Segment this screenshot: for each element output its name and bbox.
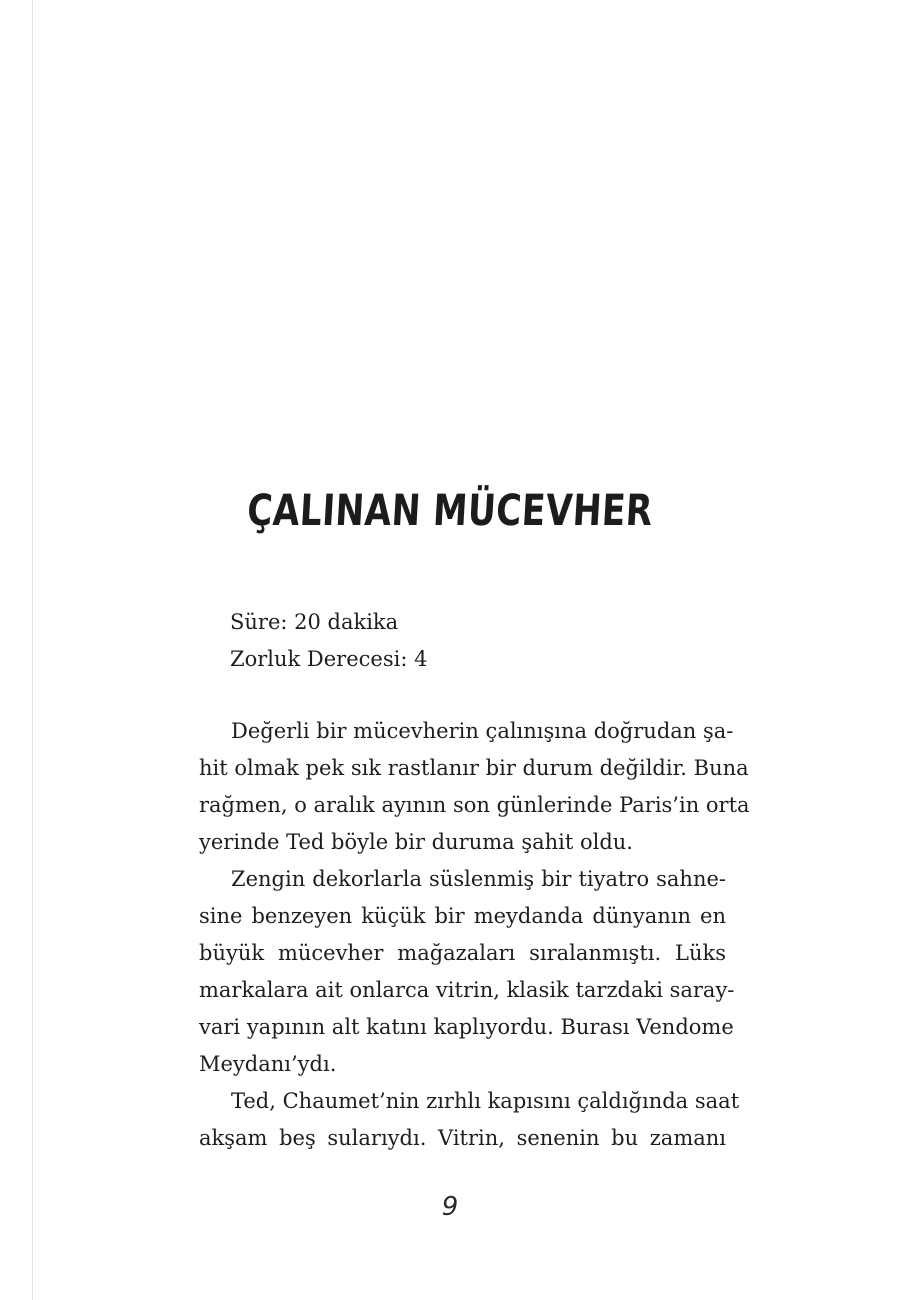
chapter-title: ÇALINAN MÜCEVHER [245, 486, 655, 536]
paragraph-3 [199, 1083, 740, 1157]
paragraph-line: Meydanı’ydı. [199, 1052, 337, 1076]
paragraph-line: Değerli bir mücevherin çalınışına doğrudan şa- [231, 719, 734, 743]
paragraph-line: Ted, Chaumet’nin zırhlı kapısını çaldığında saat [231, 1089, 740, 1113]
page-edge-line [32, 0, 33, 1300]
paragraph-line: markalara ait onlarca vitrin, klasik tarzdaki saray- [199, 978, 735, 1002]
paragraph-line: sine benzeyen küçük bir meydanda dünyanın en [199, 904, 726, 928]
paragraph-line: büyük mücevher mağazaları sıralanmıştı. Lüks [199, 941, 726, 965]
paragraph-1 [199, 713, 750, 861]
paragraph-line: vari yapının alt katını kaplıyordu. Burası Vendome [199, 1015, 734, 1039]
paragraph-line: hit olmak pek sık rastlanır bir durum değildir. Buna [199, 756, 749, 780]
chapter-meta [230, 604, 427, 678]
page-number: 9 [441, 1192, 459, 1222]
difficulty-text: Zorluk Derecesi: 4 [230, 647, 428, 671]
paragraph-line: yerinde Ted böyle bir duruma şahit oldu. [199, 830, 633, 854]
paragraph-line: akşam beş sularıydı. Vitrin, senenin bu zamanı [199, 1126, 726, 1150]
story-body [199, 713, 750, 1157]
paragraph-2 [199, 861, 735, 1083]
paragraph-line: rağmen, o aralık ayının son günlerinde Paris’in orta [199, 793, 750, 817]
duration-text: Süre: 20 dakika [230, 610, 399, 634]
paragraph-line: Zengin dekorlarla süslenmiş bir tiyatro sahne- [231, 867, 726, 891]
